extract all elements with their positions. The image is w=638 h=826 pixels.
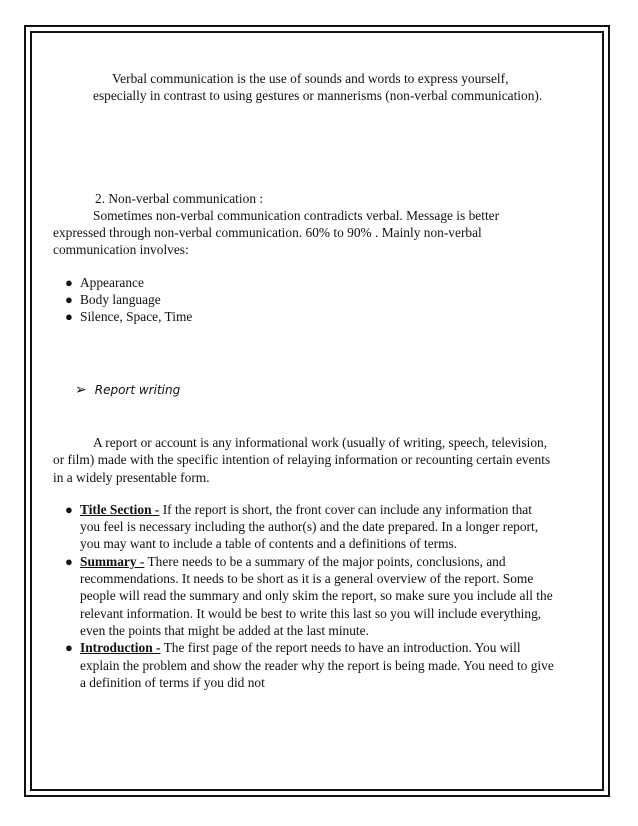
document-body [53, 70, 555, 691]
report-paragraph: A report or account is any informational work (usually of writing, speech, television, or film) made with the specific intention of relaying information or recounting certain events in a widely presentable form. [53, 434, 551, 485]
list-item [53, 501, 555, 553]
section-title: Introduction - [80, 640, 161, 656]
list-item [53, 639, 555, 691]
nonverbal-list [53, 274, 555, 326]
report-heading: ➢ Report writing [75, 381, 181, 398]
verbal-paragraph: Verbal communication is the use of sounds and words to express yourself, especially in contrast to using gestures or mannerisms (non-verbal communication). [93, 71, 543, 104]
arrow-bullet-icon: ➢ [75, 381, 87, 398]
list-item: ● Silence, Space, Time [65, 309, 193, 325]
list-item: ● Appearance [65, 274, 144, 290]
bullet-icon: ● [65, 309, 73, 325]
nonverbal-paragraph: Sometimes non-verbal communication contradicts verbal. Message is better expressed through non-verbal communication. 60% to 90% . Mainly non-verbal communication involves: [53, 207, 500, 258]
bullet-icon: ● [65, 292, 73, 308]
nonverbal-heading: 2. Non-verbal communication : [95, 190, 264, 206]
section-text: There needs to be a summary of the major points, conclusions, and recommendations. It needs to be short as it is a general overview of the report. Some people will read the summary and only skim the report, so make sure you include all the relevant information. It would be best to write this last so you will include everything, even the points that might be added at the last minute. [80, 553, 553, 638]
report-sections-list [53, 501, 555, 691]
section-text: If the report is short, the front cover can include any information that you feel is necessary including the author(s) and the date prepared. In a longer report, you may want to include a table of contents and a definitions of terms. [80, 501, 539, 552]
section-text: The first page of the report needs to have an introduction. You will explain the problem and show the reader why the report is being made. You need to give a definition of terms if you did not [80, 640, 554, 690]
bullet-icon: ● [65, 640, 73, 656]
bullet-icon: ● [65, 274, 73, 290]
bullet-icon: ● [65, 501, 73, 517]
list-item [53, 553, 555, 639]
list-item: ● Body language [65, 292, 161, 308]
section-title: Summary - [80, 553, 145, 569]
bullet-icon: ● [65, 553, 73, 569]
section-title: Title Section - [80, 501, 160, 517]
